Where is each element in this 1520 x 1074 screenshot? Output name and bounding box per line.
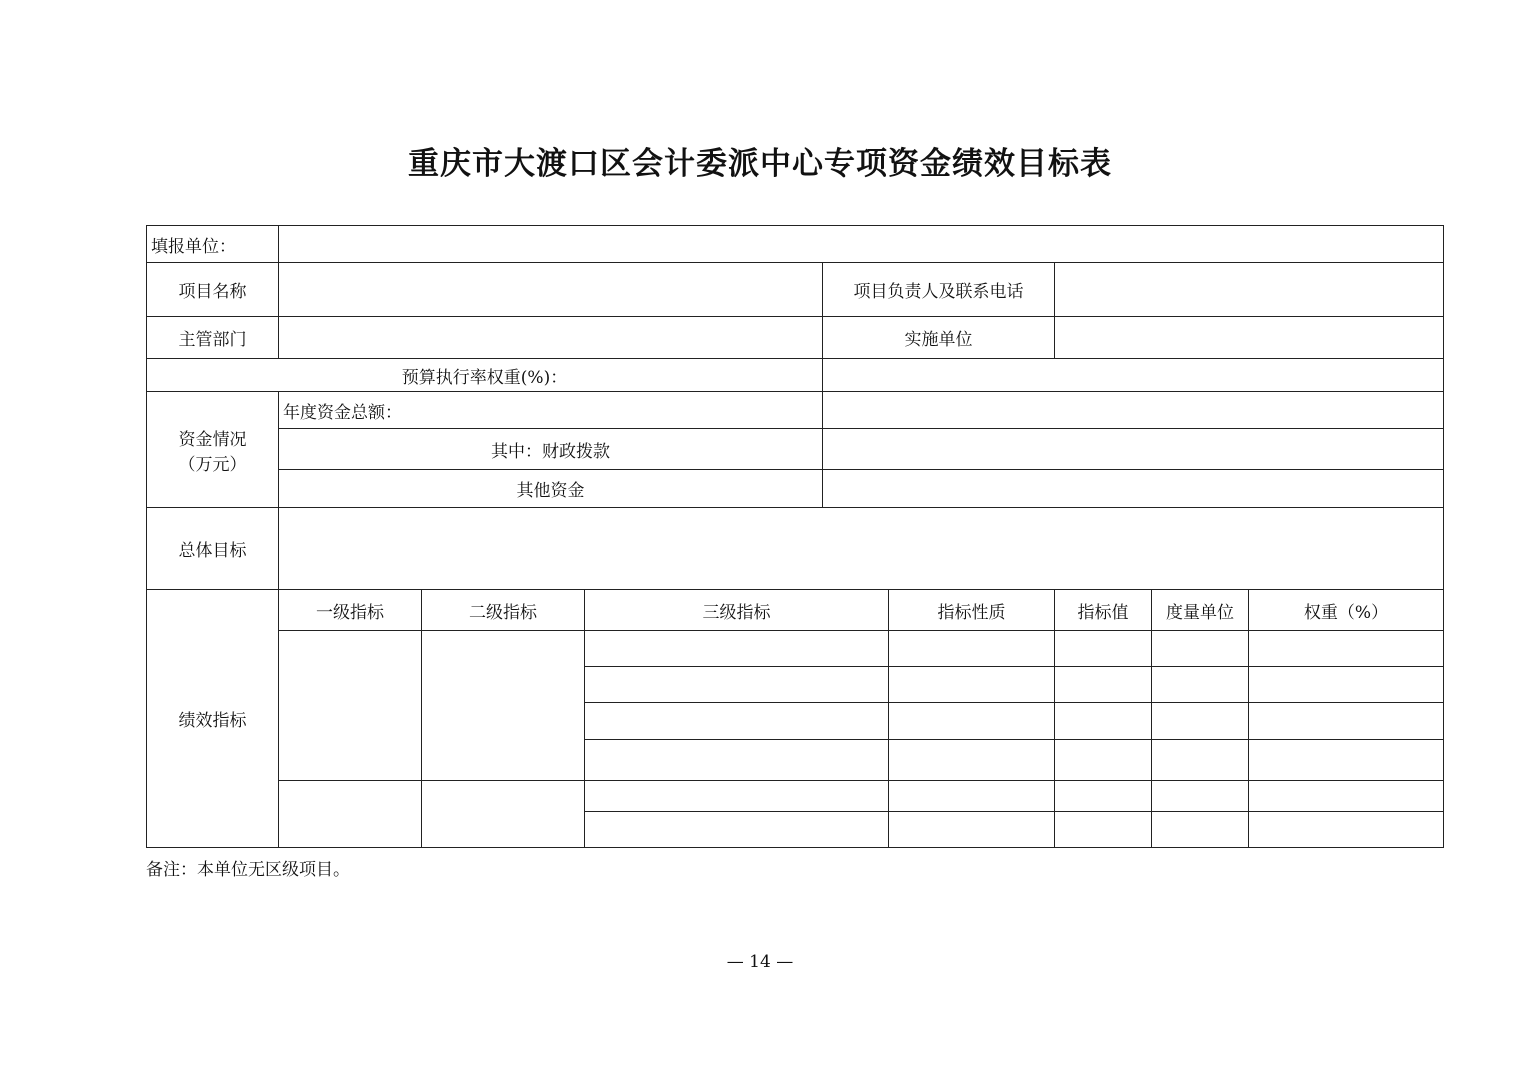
- nature-cell[interactable]: [889, 812, 1055, 848]
- header-unit: 度量单位: [1152, 590, 1249, 631]
- project-leader-field[interactable]: [1055, 263, 1444, 317]
- level2-cell[interactable]: [422, 631, 585, 781]
- other-funds-field[interactable]: [823, 470, 1444, 508]
- footnote: 备注：本单位无区级项目。: [146, 860, 350, 880]
- level3-cell[interactable]: [585, 812, 889, 848]
- department-label: 主管部门: [147, 317, 279, 359]
- nature-cell[interactable]: [889, 631, 1055, 667]
- fiscal-allocation-label: 其中：财政拨款: [279, 429, 823, 470]
- value-cell[interactable]: [1055, 703, 1152, 740]
- value-cell[interactable]: [1055, 631, 1152, 667]
- weight-cell[interactable]: [1249, 631, 1444, 667]
- weight-cell[interactable]: [1249, 740, 1444, 781]
- nature-cell[interactable]: [889, 781, 1055, 812]
- overall-goal-label: 总体目标: [147, 508, 279, 590]
- budget-rate-label: 预算执行率权重(%)：: [147, 359, 823, 392]
- annual-total-label: 年度资金总额：: [279, 392, 823, 429]
- other-funds-label: 其他资金: [279, 470, 823, 508]
- unit-cell[interactable]: [1152, 781, 1249, 812]
- level2-cell[interactable]: [422, 781, 585, 848]
- funding-label-line1: 资金情况: [178, 429, 247, 450]
- page-title: 重庆市大渡口区会计委派中心专项资金绩效目标表: [408, 146, 1112, 182]
- level3-cell[interactable]: [585, 667, 889, 703]
- unit-cell[interactable]: [1152, 740, 1249, 781]
- value-cell[interactable]: [1055, 740, 1152, 781]
- funding-label-line2: （万元）: [178, 454, 247, 475]
- project-name-label: 项目名称: [147, 263, 279, 317]
- level3-cell[interactable]: [585, 740, 889, 781]
- implementing-unit-label: 实施单位: [823, 317, 1055, 359]
- nature-cell[interactable]: [889, 740, 1055, 781]
- performance-indicators-label: 绩效指标: [147, 590, 279, 848]
- fiscal-allocation-field[interactable]: [823, 429, 1444, 470]
- weight-cell[interactable]: [1249, 781, 1444, 812]
- annual-total-field[interactable]: [823, 392, 1444, 429]
- overall-goal-field[interactable]: [279, 508, 1444, 590]
- project-name-field[interactable]: [279, 263, 823, 317]
- reporting-unit-label: 填报单位：: [147, 226, 279, 263]
- department-field[interactable]: [279, 317, 823, 359]
- value-cell[interactable]: [1055, 812, 1152, 848]
- nature-cell[interactable]: [889, 667, 1055, 703]
- weight-cell[interactable]: [1249, 667, 1444, 703]
- unit-cell[interactable]: [1152, 631, 1249, 667]
- implementing-unit-field[interactable]: [1055, 317, 1444, 359]
- budget-rate-field[interactable]: [823, 359, 1444, 392]
- weight-cell[interactable]: [1249, 812, 1444, 848]
- level3-cell[interactable]: [585, 631, 889, 667]
- level1-cell[interactable]: [279, 631, 422, 781]
- header-level3: 三级指标: [585, 590, 889, 631]
- header-nature: 指标性质: [889, 590, 1055, 631]
- nature-cell[interactable]: [889, 703, 1055, 740]
- header-level2: 二级指标: [422, 590, 585, 631]
- project-leader-label: 项目负责人及联系电话: [823, 263, 1055, 317]
- value-cell[interactable]: [1055, 667, 1152, 703]
- value-cell[interactable]: [1055, 781, 1152, 812]
- header-weight: 权重（%）: [1249, 590, 1444, 631]
- unit-cell[interactable]: [1152, 812, 1249, 848]
- header-level1: 一级指标: [279, 590, 422, 631]
- header-value: 指标值: [1055, 590, 1152, 631]
- reporting-unit-field[interactable]: [279, 226, 1444, 263]
- level3-cell[interactable]: [585, 781, 889, 812]
- level1-cell[interactable]: [279, 781, 422, 848]
- unit-cell[interactable]: [1152, 703, 1249, 740]
- page-number: — 14 —: [726, 952, 794, 972]
- unit-cell[interactable]: [1152, 667, 1249, 703]
- performance-target-table: [146, 225, 1444, 848]
- funding-label: [147, 392, 279, 508]
- level3-cell[interactable]: [585, 703, 889, 740]
- weight-cell[interactable]: [1249, 703, 1444, 740]
